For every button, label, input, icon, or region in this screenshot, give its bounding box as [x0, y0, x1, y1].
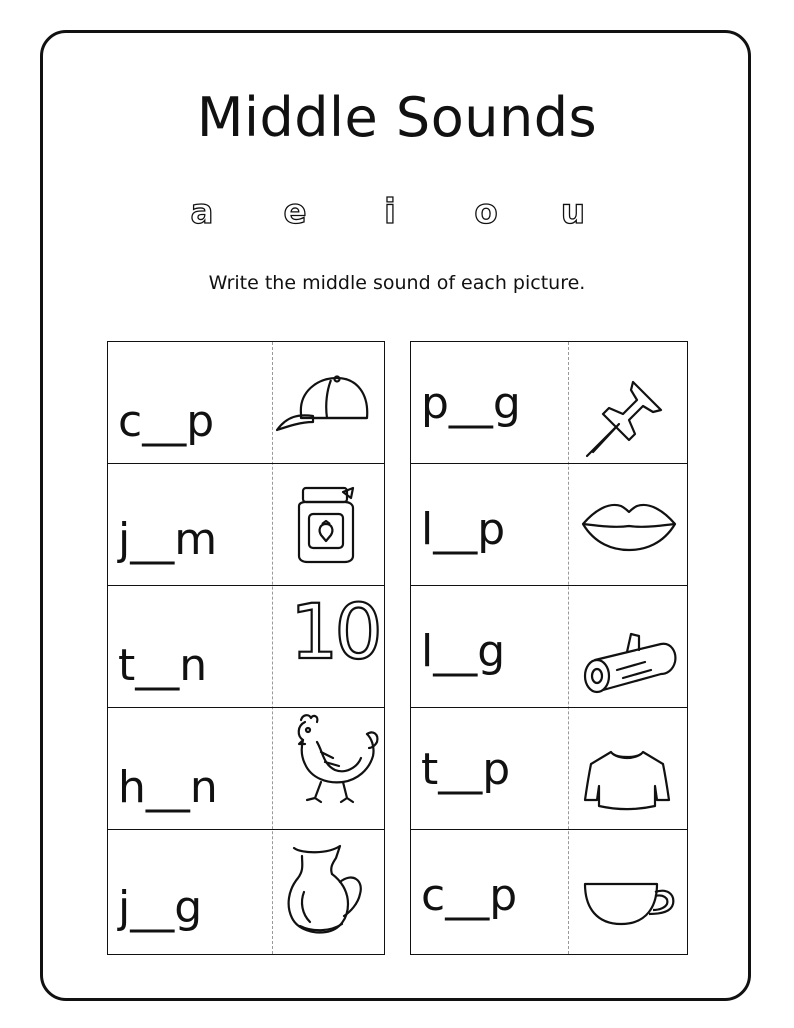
- word-cup: c__p: [421, 870, 518, 921]
- number-ten-icon: [290, 587, 390, 684]
- crop-top-icon: [581, 748, 673, 818]
- table-row: [108, 586, 384, 708]
- number-ten-text: 10: [290, 587, 379, 676]
- word-peg: p__g: [421, 378, 521, 429]
- word-log: l__g: [421, 626, 506, 677]
- vowel-row: [180, 192, 620, 242]
- hen-icon: [291, 712, 381, 808]
- log-icon: [581, 630, 681, 700]
- table-row: [108, 830, 384, 952]
- table-row: [411, 708, 687, 830]
- vowel-u: u: [560, 192, 586, 232]
- jug-icon: [282, 842, 366, 938]
- vowel-i: i: [384, 192, 396, 232]
- table-row: [108, 342, 384, 464]
- word-top: t__p: [421, 744, 511, 795]
- instruction-text: Write the middle sound of each picture.: [208, 272, 586, 294]
- cap-icon: [273, 370, 373, 440]
- table-row: [411, 464, 687, 586]
- word-lip: l__p: [421, 504, 506, 555]
- table-row: [411, 586, 687, 708]
- left-word-table: [107, 341, 385, 955]
- right-word-table: [410, 341, 688, 955]
- lips-icon: [579, 498, 679, 554]
- table-row: [108, 464, 384, 586]
- table-row: [411, 342, 687, 464]
- jam-jar-icon: [291, 484, 361, 566]
- word-hen: h__n: [118, 762, 218, 813]
- table-row: [411, 830, 687, 952]
- cup-icon: [583, 878, 677, 930]
- word-ten: t__n: [118, 640, 208, 691]
- word-cap: c__p: [118, 396, 215, 447]
- page-title: Middle Sounds: [196, 86, 598, 149]
- vowel-o: o: [474, 192, 498, 232]
- table-row: [108, 708, 384, 830]
- word-jam: j__m: [118, 514, 218, 565]
- vowel-e: e: [283, 192, 307, 232]
- word-jug: j__g: [118, 882, 203, 933]
- push-pin-icon: [583, 378, 665, 460]
- vowel-a: a: [190, 192, 214, 232]
